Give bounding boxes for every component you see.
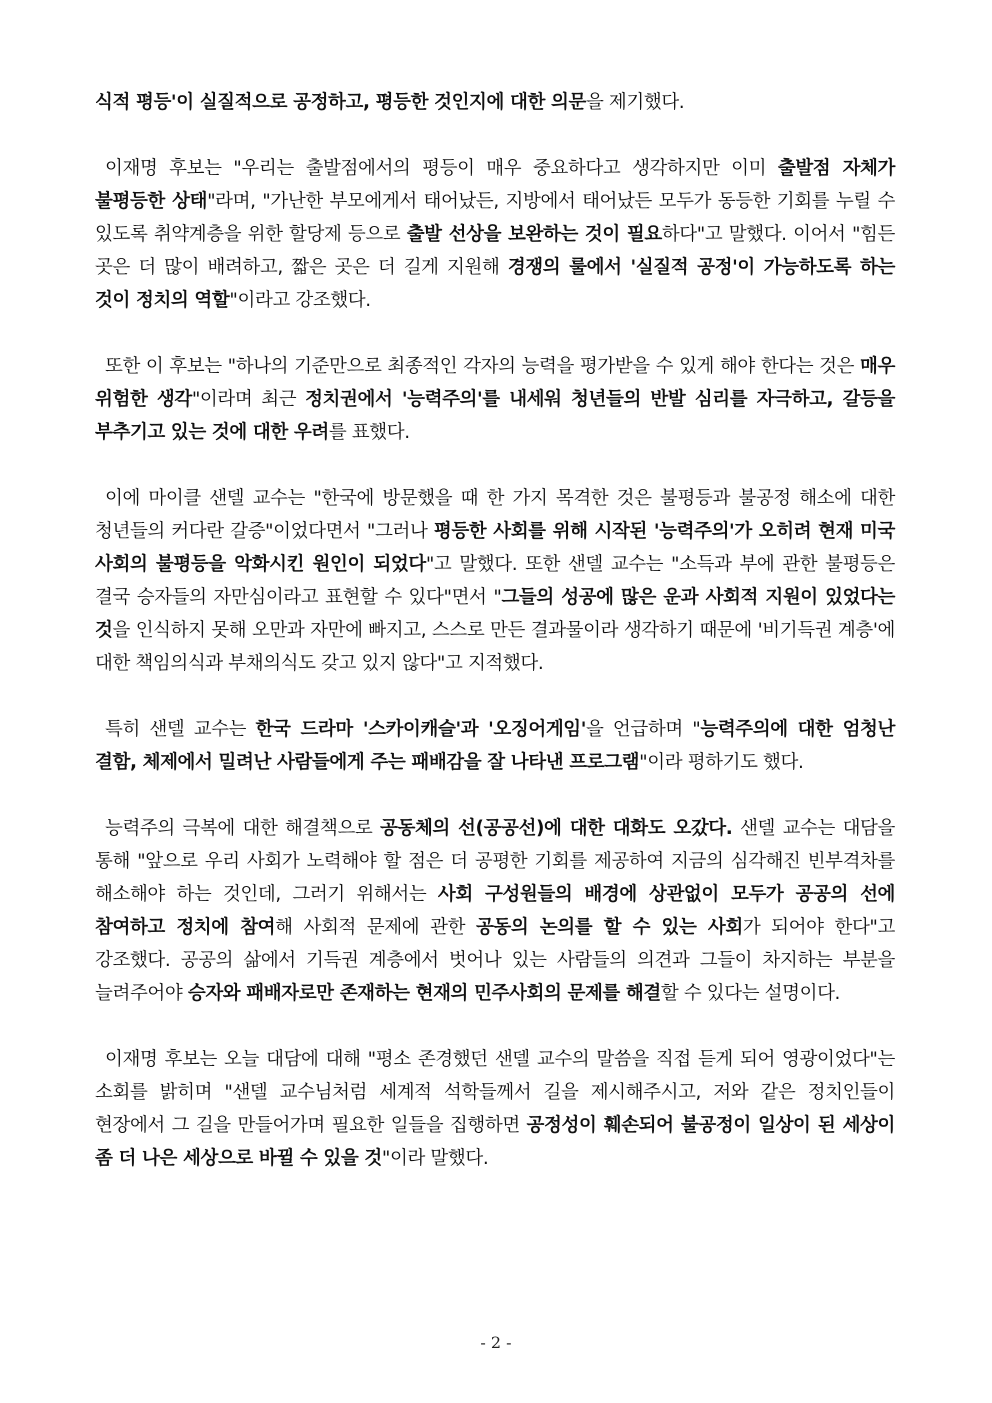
- text-segment: 을 인식하지 못해 오만과 자만에 빠지고, 스스로 만든 결과물이라 생각하기 때문에 '비기득권 계층'에 대한 책임의식과 부채의식도 갖고 있지 않다"고 지적했다.: [95, 620, 895, 674]
- paragraph: [95, 482, 895, 680]
- paragraph: [95, 1043, 895, 1175]
- text-segment: "이라 말했다.: [381, 1148, 489, 1169]
- text-segment: 이재명 후보는 "우리는 출발점에서의 평등이 매우 중요하다고 생각하지만 이미: [105, 158, 778, 179]
- text-segment: "이라 평하기도 했다.: [639, 752, 804, 773]
- paragraph: [95, 86, 895, 119]
- document-body: [95, 86, 895, 1208]
- text-segment: "이라며 최근: [191, 389, 306, 410]
- bold-text: 정치권에서 '능력주의'를 내세워 청년들의 반발 심리를 자극하고, 갈등을 부추기고 있는 것에 대한 우려: [95, 389, 895, 443]
- text-segment: 할 수 있다는 설명이다.: [660, 983, 841, 1004]
- bold-text: 능력주의에 대한 엄청난 결함, 체제에서 밀려난 사람들에게 주는 패배감을 잘 나타낸 프로그램: [95, 719, 895, 773]
- paragraph: [95, 350, 895, 449]
- bold-text: 공동체의 선(공공선)에 대한 대화도 오갔다.: [380, 818, 733, 839]
- bold-text: 한국 드라마 '스카이캐슬'과 '오징어게임': [255, 719, 587, 740]
- text-segment: 가 되어야 한다"고 강조했다. 공공의 삶에서 기득권 계층에서 벗어나 있는 사람들의 의견과 그들이 차지하는 부분을 늘려주어야: [95, 917, 896, 1004]
- paragraph: [95, 713, 895, 779]
- bold-text: 출발 선상을 보완하는 것이 필요: [406, 224, 662, 245]
- text-segment: "고 말했다. 또한 샌델 교수는 "소득과 부에 관한 불평등은 결국 승자들의 자만심이라고 표현할 수 있다"면서 ": [95, 554, 895, 608]
- text-segment: "라며, "가난한 부모에게서 태어났든, 지방에서 태어났든 모두가 동등한 기회를 누릴 수 있도록 취약계층을 위한 할당제 등으로: [95, 191, 895, 245]
- text-segment: 을 언급하며 ": [586, 719, 701, 740]
- text-segment: 를 표했다.: [328, 422, 410, 443]
- bold-text: 그들의 성공에 많은 운과 사회적 지원이 있었다는 것: [95, 587, 896, 641]
- paragraph: [95, 152, 895, 317]
- text-segment: 하다"고 말했다. 이어서 "힘든 곳은 더 많이 배려하고, 짧은 곳은 더 길게 지원해: [95, 224, 895, 278]
- bold-text: 공동의 논의를 할 수 있는 사회: [475, 917, 743, 938]
- text-segment: 능력주의 극복에 대한 해결책으로: [105, 818, 381, 839]
- bold-text: 승자와 패배자로만 존재하는 현재의 민주사회의 문제를 해결: [187, 983, 661, 1004]
- bold-text: 매우 위험한 생각: [95, 356, 895, 410]
- bold-text: 경쟁의 룰에서 '실질적 공정'이 가능하도록 하는 것이 정치의 역할: [95, 257, 895, 311]
- bold-text: 식적 평등'이 실질적으로 공정하고, 평등한 것인지에 대한 의문: [95, 92, 586, 113]
- text-segment: 이재명 후보는 오늘 대담에 대해 "평소 존경했던 샌델 교수의 말씀을 직접 듣게 되어 영광이었다"는 소회를 밝히며 "샌델 교수님처럼 세계적 석학들께서 길을 제시해주시고, 저와 같은 정치인들이 현장에서 그 길을 만들어가며 필요한 일들을 집행하면: [95, 1049, 895, 1136]
- text-segment: 해 사회적 문제에 관한: [275, 917, 476, 938]
- text-segment: "이라고 강조했다.: [229, 290, 371, 311]
- bold-text: 사회 구성원들의 배경에 상관없이 모두가 공공의 선에 참여하고 정치에 참여: [95, 884, 896, 938]
- bold-text: 공정성이 훼손되어 불공정이 일상이 된 세상이 좀 더 나은 세상으로 바뀔 수 있을 것: [95, 1115, 895, 1169]
- text-segment: 특히 샌델 교수는: [105, 719, 256, 740]
- text-segment: 을 제기했다.: [585, 92, 685, 113]
- bold-text: 평등한 사회를 위해 시작된 '능력주의'가 오히려 현재 미국 사회의 불평등을 악화시킨 원인이 되었다: [95, 521, 895, 575]
- bold-text: 출발점 자체가 불평등한 상태: [95, 158, 895, 212]
- page-number: - 2 -: [480, 1333, 512, 1352]
- text-segment: 또한 이 후보는 "하나의 기준만으로 최종적인 각자의 능력을 평가받을 수 있게 해야 한다는 것은: [105, 356, 861, 377]
- text-segment: 이에 마이클 샌델 교수는 "한국에 방문했을 때 한 가지 목격한 것은 불평등과 불공정 해소에 대한 청년들의 커다란 갈증"이었다면서 "그러나: [95, 488, 895, 542]
- paragraph: [95, 812, 895, 1010]
- text-segment: 샌델 교수는 대담을 통해 "앞으로 우리 사회가 노력해야 할 점은 더 공평한 기회를 제공하여 지금의 심각해진 빈부격차를 해소해야 하는 것인데, 그러기 위해서는: [95, 818, 895, 905]
